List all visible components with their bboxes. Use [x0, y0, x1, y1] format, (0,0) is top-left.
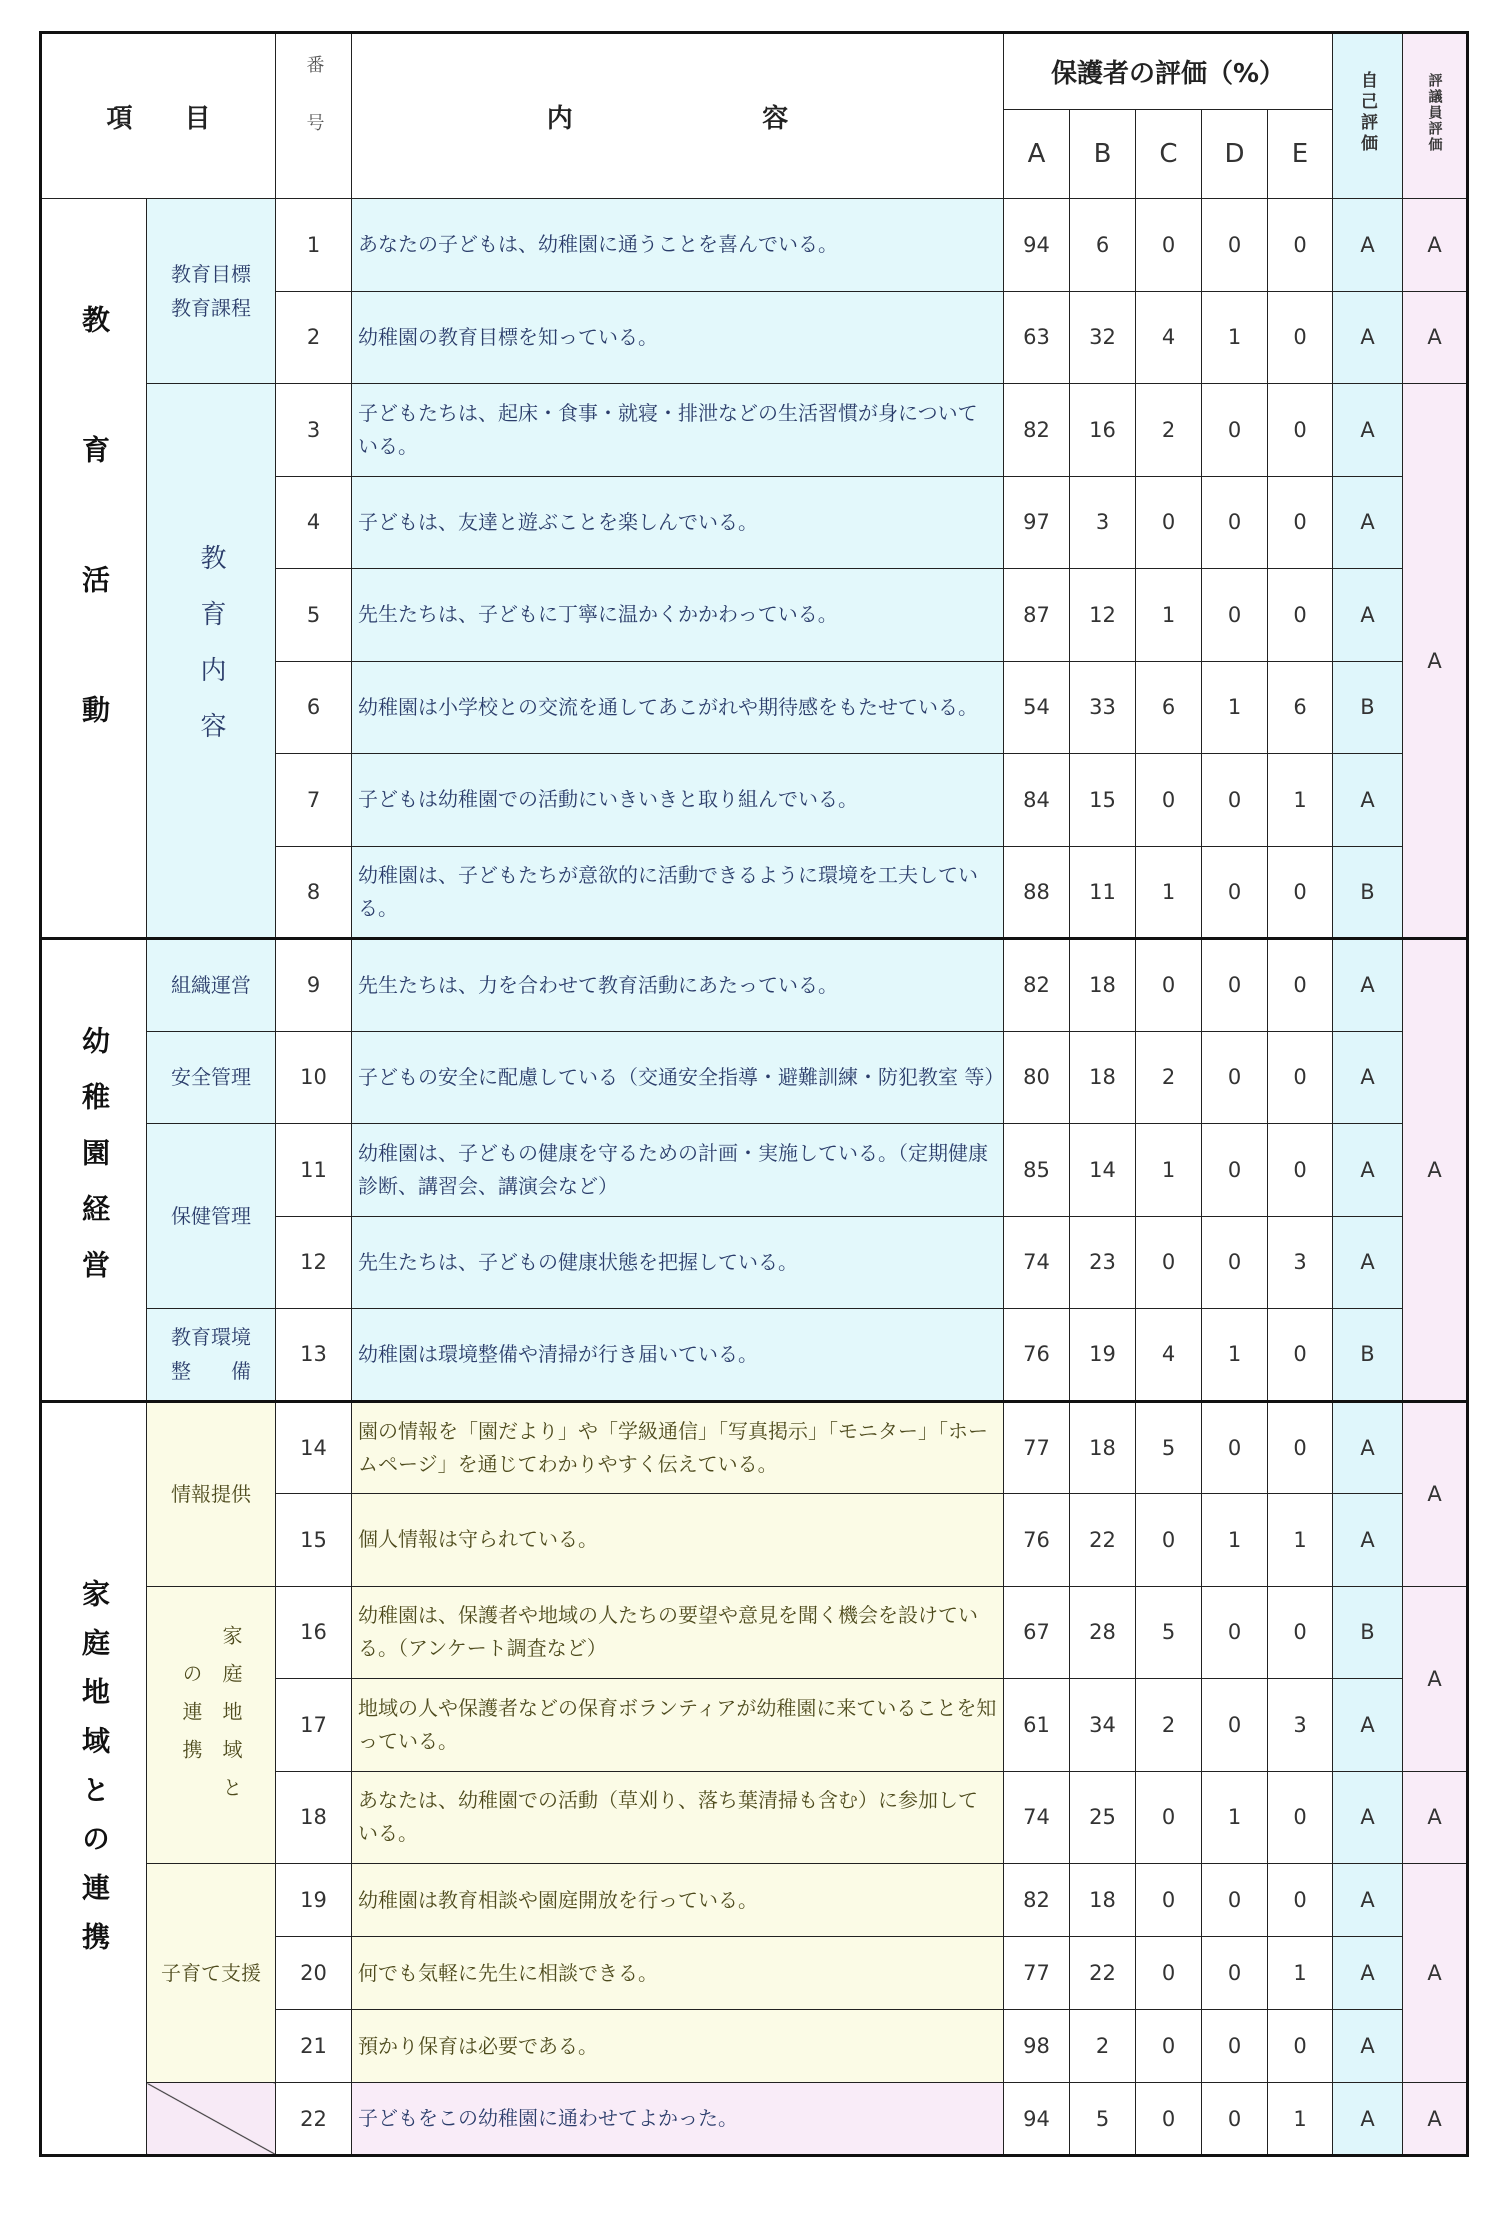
sub-category-label: 安全管理 — [171, 1065, 251, 1090]
parent-eval-c: 0 — [1136, 1216, 1202, 1309]
item-number: 18 — [276, 1771, 352, 1864]
parent-eval-c: 1 — [1136, 1124, 1202, 1217]
parent-eval-b: 32 — [1070, 291, 1136, 384]
header-content-left: 内 — [546, 103, 573, 134]
self-eval: A — [1333, 1031, 1403, 1124]
item-content: 子どもをこの幼稚園に通わせてよかった。 — [352, 2083, 1004, 2156]
parent-eval-d: 0 — [1202, 1937, 1268, 2010]
header-grade-d: D — [1202, 110, 1268, 199]
parent-eval-d: 0 — [1202, 754, 1268, 847]
parent-eval-a: 76 — [1004, 1309, 1070, 1402]
table-row — [41, 384, 1468, 477]
parent-eval-c: 0 — [1136, 939, 1202, 1032]
item-number: 6 — [276, 661, 352, 754]
parent-eval-e: 0 — [1268, 199, 1333, 292]
item-content: 幼稚園は環境整備や清掃が行き届いている。 — [352, 1309, 1004, 1402]
sub-category — [147, 1586, 276, 1864]
parent-eval-a: 98 — [1004, 2010, 1070, 2083]
sub-category-label: 子育て支援 — [161, 1961, 261, 1985]
parent-eval-a: 77 — [1004, 1401, 1070, 1494]
item-number: 17 — [276, 1679, 352, 1772]
header-number — [276, 33, 352, 199]
item-number: 22 — [276, 2083, 352, 2156]
parent-eval-c: 0 — [1136, 1494, 1202, 1587]
parent-eval-a: 82 — [1004, 384, 1070, 477]
parent-eval-c: 4 — [1136, 291, 1202, 384]
parent-eval-a: 94 — [1004, 199, 1070, 292]
parent-eval-d: 1 — [1202, 1309, 1268, 1402]
main-category — [41, 1401, 147, 2156]
parent-eval-c: 0 — [1136, 1937, 1202, 2010]
parent-eval-a: 76 — [1004, 1494, 1070, 1587]
parent-eval-c: 0 — [1136, 1771, 1202, 1864]
parent-eval-a: 94 — [1004, 2083, 1070, 2156]
committee-eval: A — [1403, 384, 1468, 939]
parent-eval-b: 18 — [1070, 1864, 1136, 1937]
parent-eval-e: 1 — [1268, 1494, 1333, 1587]
parent-eval-e: 0 — [1268, 939, 1333, 1032]
parent-eval-e: 0 — [1268, 569, 1333, 662]
table-row — [41, 1309, 1468, 1402]
table-row — [41, 939, 1468, 1032]
header-committee-eval — [1403, 33, 1468, 199]
self-eval: A — [1333, 1494, 1403, 1587]
parent-eval-b: 14 — [1070, 1124, 1136, 1217]
parent-eval-a: 87 — [1004, 569, 1070, 662]
main-category-label: 幼稚園経営 — [78, 1026, 111, 1307]
item-number: 19 — [276, 1864, 352, 1937]
parent-eval-b: 18 — [1070, 1401, 1136, 1494]
parent-eval-b: 22 — [1070, 1937, 1136, 2010]
item-number: 15 — [276, 1494, 352, 1587]
sub-category — [147, 1309, 276, 1402]
self-eval: B — [1333, 846, 1403, 939]
item-content: 子どもの安全に配慮している（交通安全指導・避難訓練・防犯教室 等） — [352, 1031, 1004, 1124]
parent-eval-b: 11 — [1070, 846, 1136, 939]
evaluation-table — [39, 31, 1469, 2157]
table-row — [41, 1031, 1468, 1124]
parent-eval-c: 1 — [1136, 846, 1202, 939]
parent-eval-e: 6 — [1268, 661, 1333, 754]
sub-category-label: 家庭地域との連携 — [179, 1624, 243, 1815]
item-content: 預かり保育は必要である。 — [352, 2010, 1004, 2083]
item-number: 9 — [276, 939, 352, 1032]
parent-eval-d: 1 — [1202, 1771, 1268, 1864]
parent-eval-e: 0 — [1268, 291, 1333, 384]
parent-eval-d: 0 — [1202, 2010, 1268, 2083]
parent-eval-d: 0 — [1202, 1864, 1268, 1937]
item-content: 何でも気軽に先生に相談できる。 — [352, 1937, 1004, 2010]
item-number: 11 — [276, 1124, 352, 1217]
self-eval: A — [1333, 1401, 1403, 1494]
self-eval: A — [1333, 476, 1403, 569]
parent-eval-b: 28 — [1070, 1586, 1136, 1679]
item-content: あなたは、幼稚園での活動（草刈り、落ち葉清掃も含む）に参加している。 — [352, 1771, 1004, 1864]
parent-eval-b: 2 — [1070, 2010, 1136, 2083]
item-number: 14 — [276, 1401, 352, 1494]
item-number: 10 — [276, 1031, 352, 1124]
main-category-label: 家庭地域との連携 — [78, 1578, 111, 1971]
self-eval: A — [1333, 754, 1403, 847]
item-number: 3 — [276, 384, 352, 477]
parent-eval-e: 1 — [1268, 1937, 1333, 2010]
item-content: 子どもは、友達と遊ぶことを楽しんでいる。 — [352, 476, 1004, 569]
item-content: 幼稚園は、子どもの健康を守るための計画・実施している。（定期健康診断、講習会、講演会など） — [352, 1124, 1004, 1217]
self-eval: A — [1333, 1771, 1403, 1864]
parent-eval-c: 1 — [1136, 569, 1202, 662]
parent-eval-b: 3 — [1070, 476, 1136, 569]
item-content: 園の情報を「園だより」や「学級通信」「写真掲示」「モニター」「ホームページ」を通じてわかりやすく伝えている。 — [352, 1401, 1004, 1494]
parent-eval-c: 0 — [1136, 754, 1202, 847]
committee-eval: A — [1403, 1586, 1468, 1771]
header-item: 項 目 — [41, 33, 276, 199]
parent-eval-a: 74 — [1004, 1216, 1070, 1309]
parent-eval-e: 0 — [1268, 2010, 1333, 2083]
parent-eval-e: 0 — [1268, 1586, 1333, 1679]
parent-eval-d: 0 — [1202, 939, 1268, 1032]
header-content — [352, 33, 1004, 199]
sub-category — [147, 1401, 276, 1586]
parent-eval-c: 0 — [1136, 476, 1202, 569]
sub-category — [147, 2083, 276, 2156]
parent-eval-e: 0 — [1268, 1864, 1333, 1937]
sub-category-label: 保健管理 — [171, 1204, 251, 1228]
parent-eval-d: 0 — [1202, 1679, 1268, 1772]
self-eval: A — [1333, 1216, 1403, 1309]
table-row — [41, 199, 1468, 292]
header-self-eval — [1333, 33, 1403, 199]
header-self-eval-label: 自己評価 — [1357, 71, 1377, 155]
parent-eval-a: 82 — [1004, 1864, 1070, 1937]
item-number: 13 — [276, 1309, 352, 1402]
parent-eval-d: 0 — [1202, 1031, 1268, 1124]
parent-eval-c: 2 — [1136, 384, 1202, 477]
parent-eval-d: 0 — [1202, 1586, 1268, 1679]
parent-eval-d: 0 — [1202, 1401, 1268, 1494]
parent-eval-d: 0 — [1202, 1216, 1268, 1309]
parent-eval-c: 0 — [1136, 199, 1202, 292]
parent-eval-c: 6 — [1136, 661, 1202, 754]
item-number: 21 — [276, 2010, 352, 2083]
parent-eval-e: 0 — [1268, 476, 1333, 569]
self-eval: A — [1333, 1124, 1403, 1217]
table-row — [41, 1586, 1468, 1679]
parent-eval-b: 5 — [1070, 2083, 1136, 2156]
item-number: 1 — [276, 199, 352, 292]
parent-eval-a: 63 — [1004, 291, 1070, 384]
parent-eval-c: 0 — [1136, 2083, 1202, 2156]
item-number: 2 — [276, 291, 352, 384]
parent-eval-e: 0 — [1268, 846, 1333, 939]
parent-eval-e: 1 — [1268, 2083, 1333, 2156]
parent-eval-b: 22 — [1070, 1494, 1136, 1587]
item-content: 個人情報は守られている。 — [352, 1494, 1004, 1587]
parent-eval-e: 3 — [1268, 1679, 1333, 1772]
item-number: 12 — [276, 1216, 352, 1309]
parent-eval-b: 16 — [1070, 384, 1136, 477]
main-category-label: 教育活動 — [78, 304, 111, 825]
parent-eval-e: 0 — [1268, 1771, 1333, 1864]
committee-eval: A — [1403, 1864, 1468, 2083]
header-number-label: 番号 — [303, 55, 325, 171]
self-eval: A — [1333, 1864, 1403, 1937]
parent-eval-d: 1 — [1202, 291, 1268, 384]
sub-category-label: 組織運営 — [171, 973, 251, 998]
parent-eval-c: 0 — [1136, 2010, 1202, 2083]
parent-eval-d: 0 — [1202, 384, 1268, 477]
parent-eval-a: 97 — [1004, 476, 1070, 569]
parent-eval-e: 0 — [1268, 1309, 1333, 1402]
committee-eval: A — [1403, 199, 1468, 292]
item-number: 20 — [276, 1937, 352, 2010]
self-eval: A — [1333, 291, 1403, 384]
header-grade-b: B — [1070, 110, 1136, 199]
parent-eval-a: 84 — [1004, 754, 1070, 847]
parent-eval-b: 12 — [1070, 569, 1136, 662]
parent-eval-b: 15 — [1070, 754, 1136, 847]
item-content: 子どもたちは、起床・食事・就寝・排泄などの生活習慣が身についている。 — [352, 384, 1004, 477]
parent-eval-d: 0 — [1202, 476, 1268, 569]
self-eval: A — [1333, 569, 1403, 662]
parent-eval-c: 5 — [1136, 1586, 1202, 1679]
sub-category-label: 教育環境 整 備 — [171, 1325, 251, 1384]
parent-eval-a: 61 — [1004, 1679, 1070, 1772]
self-eval: A — [1333, 1679, 1403, 1772]
parent-eval-c: 2 — [1136, 1679, 1202, 1772]
parent-eval-e: 0 — [1268, 1031, 1333, 1124]
parent-eval-c: 5 — [1136, 1401, 1202, 1494]
sub-category-label: 情報提供 — [171, 1482, 251, 1506]
item-number: 16 — [276, 1586, 352, 1679]
parent-eval-d: 0 — [1202, 569, 1268, 662]
sub-category — [147, 1124, 276, 1309]
parent-eval-e: 0 — [1268, 1401, 1333, 1494]
parent-eval-a: 88 — [1004, 846, 1070, 939]
parent-eval-a: 77 — [1004, 1937, 1070, 2010]
item-content: あなたの子どもは、幼稚園に通うことを喜んでいる。 — [352, 199, 1004, 292]
committee-eval: A — [1403, 939, 1468, 1402]
parent-eval-d: 1 — [1202, 1494, 1268, 1587]
parent-eval-c: 0 — [1136, 1864, 1202, 1937]
header-parent-eval: 保護者の評価（%） — [1004, 33, 1333, 110]
self-eval: B — [1333, 661, 1403, 754]
parent-eval-b: 6 — [1070, 199, 1136, 292]
item-content: 先生たちは、力を合わせて教育活動にあたっている。 — [352, 939, 1004, 1032]
self-eval: A — [1333, 939, 1403, 1032]
item-content: 幼稚園は教育相談や園庭開放を行っている。 — [352, 1864, 1004, 1937]
parent-eval-d: 0 — [1202, 846, 1268, 939]
parent-eval-a: 80 — [1004, 1031, 1070, 1124]
sub-category-label: 教育内容 — [196, 543, 226, 768]
sub-category — [147, 199, 276, 384]
sub-category — [147, 384, 276, 939]
main-category — [41, 199, 147, 939]
parent-eval-b: 19 — [1070, 1309, 1136, 1402]
committee-eval: A — [1403, 2083, 1468, 2156]
header-grade-a: A — [1004, 110, 1070, 199]
item-content: 地域の人や保護者などの保育ボランティアが幼稚園に来ていることを知っている。 — [352, 1679, 1004, 1772]
parent-eval-d: 1 — [1202, 661, 1268, 754]
item-number: 8 — [276, 846, 352, 939]
item-content: 幼稚園は、子どもたちが意欲的に活動できるように環境を工夫している。 — [352, 846, 1004, 939]
parent-eval-b: 18 — [1070, 1031, 1136, 1124]
committee-eval: A — [1403, 291, 1468, 384]
item-content: 幼稚園は小学校との交流を通してあこがれや期待感をもたせている。 — [352, 661, 1004, 754]
table-row — [41, 2083, 1468, 2156]
parent-eval-c: 4 — [1136, 1309, 1202, 1402]
item-content: 幼稚園の教育目標を知っている。 — [352, 291, 1004, 384]
parent-eval-a: 85 — [1004, 1124, 1070, 1217]
table-row — [41, 1864, 1468, 1937]
self-eval: B — [1333, 1309, 1403, 1402]
parent-eval-e: 1 — [1268, 754, 1333, 847]
parent-eval-b: 23 — [1070, 1216, 1136, 1309]
header-content-right: 容 — [762, 103, 789, 134]
header-grade-c: C — [1136, 110, 1202, 199]
sub-category-label: 教育目標 教育課程 — [171, 262, 251, 320]
parent-eval-b: 34 — [1070, 1679, 1136, 1772]
self-eval: A — [1333, 2083, 1403, 2156]
table-row — [41, 1124, 1468, 1217]
table-row — [41, 1401, 1468, 1494]
parent-eval-d: 0 — [1202, 1124, 1268, 1217]
item-content: 子どもは幼稚園での活動にいきいきと取り組んでいる。 — [352, 754, 1004, 847]
parent-eval-a: 74 — [1004, 1771, 1070, 1864]
parent-eval-a: 54 — [1004, 661, 1070, 754]
sub-category — [147, 1031, 276, 1124]
item-number: 5 — [276, 569, 352, 662]
header-grade-e: E — [1268, 110, 1333, 199]
self-eval: A — [1333, 1937, 1403, 2010]
parent-eval-e: 0 — [1268, 1124, 1333, 1217]
item-number: 4 — [276, 476, 352, 569]
committee-eval: A — [1403, 1771, 1468, 1864]
committee-eval: A — [1403, 1401, 1468, 1586]
self-eval: B — [1333, 1586, 1403, 1679]
parent-eval-d: 0 — [1202, 199, 1268, 292]
sub-category — [147, 1864, 276, 2083]
main-category — [41, 939, 147, 1402]
parent-eval-c: 2 — [1136, 1031, 1202, 1124]
self-eval: A — [1333, 2010, 1403, 2083]
item-content: 幼稚園は、保護者や地域の人たちの要望や意見を聞く機会を設けている。（アンケート調査など） — [352, 1586, 1004, 1679]
parent-eval-b: 25 — [1070, 1771, 1136, 1864]
parent-eval-b: 33 — [1070, 661, 1136, 754]
parent-eval-a: 67 — [1004, 1586, 1070, 1679]
parent-eval-e: 0 — [1268, 384, 1333, 477]
parent-eval-b: 18 — [1070, 939, 1136, 1032]
self-eval: A — [1333, 384, 1403, 477]
item-number: 7 — [276, 754, 352, 847]
parent-eval-e: 3 — [1268, 1216, 1333, 1309]
self-eval: A — [1333, 199, 1403, 292]
item-content: 先生たちは、子どもに丁寧に温かくかかわっている。 — [352, 569, 1004, 662]
header-committee-eval-label: 評議員評価 — [1426, 73, 1443, 153]
sub-category — [147, 939, 276, 1032]
item-content: 先生たちは、子どもの健康状態を把握している。 — [352, 1216, 1004, 1309]
parent-eval-a: 82 — [1004, 939, 1070, 1032]
parent-eval-d: 0 — [1202, 2083, 1268, 2156]
